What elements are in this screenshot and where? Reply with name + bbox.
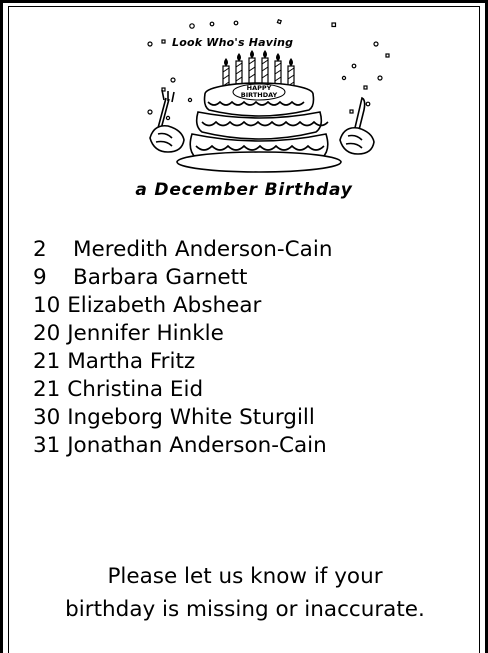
birthday-day: 31 [33,433,61,458]
birthday-name: Christina Eid [67,377,204,402]
birthday-day: 21 [33,377,61,402]
birthday-day: 9 [33,265,47,290]
happy-birthday-plaque-icon [233,84,285,100]
birthday-day: 30 [33,405,61,430]
birthday-list-item [33,432,332,460]
birthday-list-item [33,348,332,376]
birthday-list-item [33,376,332,404]
birthday-name: Martha Fritz [67,349,196,374]
birthday-name: Elizabeth Abshear [67,293,262,318]
svg-text:HAPPY: HAPPY [246,84,272,92]
birthday-list-item [33,320,332,348]
birthday-name: Jennifer Hinkle [67,321,224,346]
birthday-list-item [33,292,332,320]
svg-text:BIRTHDAY: BIRTHDAY [240,91,278,99]
hand-with-knife-icon [340,98,374,154]
hand-with-fork-icon [150,90,184,152]
birthday-day: 10 [33,293,61,318]
birthday-name: Jonathan Anderson-Cain [67,433,327,458]
birthday-day: 2 [33,237,47,262]
note-line-2: birthday is missing or inaccurate. [65,597,425,622]
headline-december-birthday: a December Birthday [135,180,353,200]
headline-look-whos-having: Look Who's Having [172,36,294,49]
flames-icon [224,50,293,66]
birthday-list-item [33,404,332,432]
missing-birthday-note [10,560,480,626]
birthday-day: 21 [33,349,61,374]
birthday-day: 20 [33,321,61,346]
birthday-name: Meredith Anderson-Cain [73,237,333,262]
note-line-1: Please let us know if your [107,564,383,589]
confetti-dot-icon [190,24,194,28]
birthday-list [33,236,332,460]
birthday-name: Barbara Garnett [73,265,248,290]
birthday-name: Ingeborg White Sturgill [67,405,315,430]
birthday-list-item [33,264,332,292]
birthday-list-item [33,236,332,264]
